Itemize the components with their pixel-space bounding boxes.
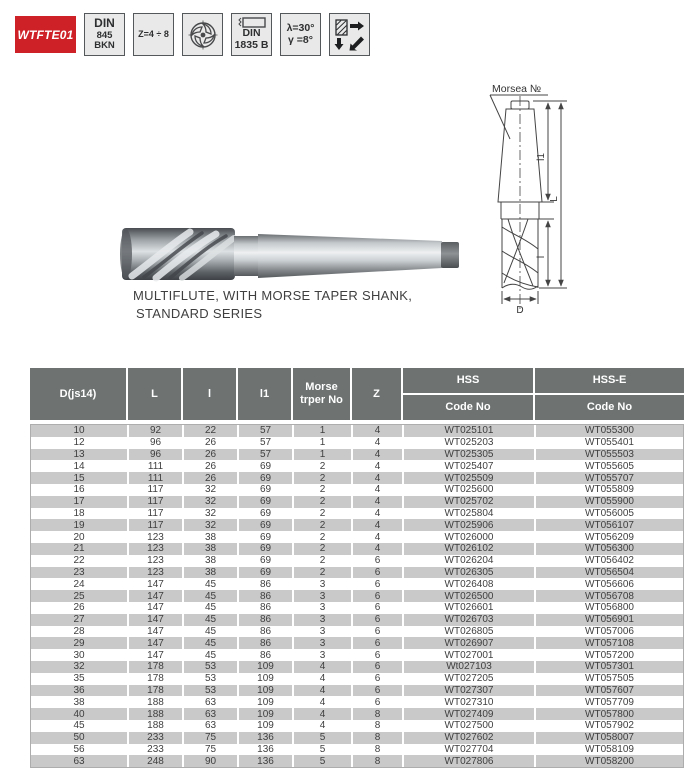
din-845-line2: 845 BKN [94, 29, 115, 52]
table-cell: 6 [353, 637, 404, 649]
table-row [31, 508, 683, 520]
table-cell: 50 [31, 732, 129, 744]
table-row [31, 708, 683, 720]
table-cell: 69 [239, 484, 294, 496]
table-cell: 26 [184, 460, 239, 472]
table-cell: WT027001 [404, 649, 536, 661]
table-cell: 4 [353, 437, 404, 449]
table-cell: 248 [129, 755, 184, 767]
product-code-badge: WTFTE01 [15, 16, 76, 53]
header-l: l [183, 368, 238, 420]
table-cell: 86 [239, 614, 294, 626]
table-cell: WT027500 [404, 720, 536, 732]
table-cell: WT057902 [585, 720, 634, 732]
table-cell: 26 [31, 602, 129, 614]
table-cell: 40 [31, 708, 129, 720]
table-row [31, 543, 683, 555]
table-cell: 45 [184, 626, 239, 638]
table-cell: WT026500 [404, 590, 536, 602]
table-cell: 3 [294, 578, 353, 590]
table-cell: WT055401 [585, 437, 634, 449]
table-header [30, 368, 684, 420]
table-cell: 69 [239, 519, 294, 531]
table-cell: 69 [239, 567, 294, 579]
table-cell: 17 [31, 496, 129, 508]
table-cell: 45 [184, 590, 239, 602]
table-cell: WT056708 [585, 590, 634, 602]
table-cell: 53 [184, 685, 239, 697]
table-cell: 30 [31, 649, 129, 661]
table-cell: 57 [239, 437, 294, 449]
table-row [31, 744, 683, 756]
caption-line2: STANDARD SERIES [136, 305, 263, 321]
table-cell: 147 [129, 578, 184, 590]
table-cell: WT055300 [585, 425, 634, 437]
table-cell: 38 [31, 696, 129, 708]
table-cell: Wt027103 [404, 661, 536, 673]
table-body [30, 424, 684, 768]
table-cell: 5 [294, 732, 353, 744]
table-cell: 8 [353, 755, 404, 767]
table-cell: WT026408 [404, 578, 536, 590]
table-cell: WT057800 [585, 708, 634, 720]
table-row [31, 755, 683, 767]
table-cell: 109 [239, 696, 294, 708]
end-mill-photo [110, 198, 460, 293]
table-cell: 147 [129, 590, 184, 602]
table-row [31, 437, 683, 449]
table-cell: 178 [129, 685, 184, 697]
header-z: Z [352, 368, 403, 420]
table-cell: 26 [184, 472, 239, 484]
table-row [31, 732, 683, 744]
table-cell: 22 [184, 425, 239, 437]
table-cell: WT026907 [404, 637, 536, 649]
table-cell: 188 [129, 696, 184, 708]
table-cell: 2 [294, 555, 353, 567]
table-cell: WT056005 [585, 507, 634, 519]
table-row [31, 531, 683, 543]
table-cell: 38 [184, 531, 239, 543]
table-cell: 8 [353, 732, 404, 744]
table-cell: 63 [184, 708, 239, 720]
table-cell: 45 [184, 578, 239, 590]
table-cell: 6 [353, 555, 404, 567]
table-cell: 45 [184, 602, 239, 614]
table-cell: 6 [353, 673, 404, 685]
din-845-line1: DIN [94, 16, 115, 31]
table-cell: 86 [239, 602, 294, 614]
table-cell: 57 [239, 449, 294, 461]
table-cell: 45 [31, 720, 129, 732]
table-cell: WT025509 [404, 472, 536, 484]
table-cell: 28 [31, 626, 129, 638]
table-cell: 86 [239, 626, 294, 638]
table-row [31, 626, 683, 638]
header-badges [15, 13, 370, 56]
table-cell: 86 [239, 649, 294, 661]
table-cell: WT056209 [585, 531, 634, 543]
din-1835-box [231, 13, 272, 56]
table-cell: 63 [184, 720, 239, 732]
table-cell: 86 [239, 590, 294, 602]
table-row [31, 602, 683, 614]
table-cell: WT056800 [585, 602, 634, 614]
table-cell: WT057607 [585, 684, 634, 696]
table-cell: 63 [184, 696, 239, 708]
table-cell: 32 [184, 519, 239, 531]
table-cell: 4 [353, 472, 404, 484]
dim-label-l: l [536, 255, 547, 259]
table-cell: 3 [294, 590, 353, 602]
table-cell: 111 [129, 472, 184, 484]
table-row [31, 460, 683, 472]
table-cell: 69 [239, 496, 294, 508]
table-cell: 2 [294, 567, 353, 579]
table-row [31, 661, 683, 673]
caption-line1: MULTIFLUTE, WITH MORSE TAPER SHANK, [133, 288, 413, 303]
table-cell: WT058109 [585, 743, 634, 755]
table-row [31, 555, 683, 567]
table-cell: 26 [184, 449, 239, 461]
table-cell: 32 [31, 661, 129, 673]
table-cell: 5 [294, 744, 353, 756]
table-cell: 4 [294, 720, 353, 732]
table-cell: 29 [31, 637, 129, 649]
table-cell: WT025906 [404, 519, 536, 531]
table-cell: 36 [31, 685, 129, 697]
table-cell: WT026805 [404, 626, 536, 638]
table-cell: 136 [239, 744, 294, 756]
table-cell: WT026305 [404, 567, 536, 579]
table-cell: 4 [294, 696, 353, 708]
table-cell: 1 [294, 425, 353, 437]
table-cell: 69 [239, 543, 294, 555]
table-cell: 12 [31, 437, 129, 449]
table-cell: 3 [294, 649, 353, 661]
table-cell: 19 [31, 519, 129, 531]
table-cell: 6 [353, 661, 404, 673]
table-cell: 23 [31, 567, 129, 579]
milling-directions-icon [334, 19, 366, 51]
table-cell: WT058200 [585, 755, 634, 767]
table-cell: 3 [294, 602, 353, 614]
table-cell: 26 [184, 437, 239, 449]
table-row [31, 472, 683, 484]
header-L: L [128, 368, 183, 420]
morse-number-callout: Morsea № [492, 83, 542, 95]
table-cell: WT026000 [404, 531, 536, 543]
table-cell: 38 [184, 567, 239, 579]
table-cell: WT057200 [585, 649, 634, 661]
table-cell: 147 [129, 649, 184, 661]
table-cell: 63 [31, 755, 129, 767]
dim-label-l1: l1 [536, 153, 547, 161]
table-row [31, 449, 683, 461]
table-row [31, 519, 683, 531]
table-cell: 96 [129, 449, 184, 461]
table-cell: 2 [294, 543, 353, 555]
table-cell: 117 [129, 496, 184, 508]
header-morse-taper-no: Morse trper No [293, 368, 352, 420]
table-cell: WT056300 [585, 543, 634, 555]
table-cell: 1 [294, 437, 353, 449]
table-cell: 21 [31, 543, 129, 555]
table-row [31, 425, 683, 437]
table-cell: 8 [353, 744, 404, 756]
table-cell: 32 [184, 484, 239, 496]
table-cell: 4 [353, 519, 404, 531]
rake-angle-label: γ =8° [288, 33, 313, 46]
table-cell: 178 [129, 661, 184, 673]
table-cell: 123 [129, 543, 184, 555]
table-cell: 38 [184, 543, 239, 555]
table-cell: 69 [239, 460, 294, 472]
table-cell: WT055900 [585, 496, 634, 508]
table-row [31, 685, 683, 697]
table-cell: 123 [129, 567, 184, 579]
table-cell: 14 [31, 460, 129, 472]
table-cell: 5 [294, 755, 353, 767]
table-cell: WT056606 [585, 578, 634, 590]
table-row [31, 590, 683, 602]
table-cell: 109 [239, 708, 294, 720]
table-cell: WT057301 [585, 661, 634, 673]
table-cell: 53 [184, 661, 239, 673]
table-cell: 136 [239, 732, 294, 744]
table-cell: 4 [294, 673, 353, 685]
table-cell: WT025804 [404, 508, 536, 520]
table-cell: 109 [239, 685, 294, 697]
table-cell: 6 [353, 567, 404, 579]
table-cell: WT057006 [585, 625, 634, 637]
helix-angle-label: λ=30° [286, 21, 315, 34]
table-cell: WT027310 [404, 696, 536, 708]
din-845-box [84, 13, 125, 56]
table-cell: 24 [31, 578, 129, 590]
table-cell: 6 [353, 696, 404, 708]
table-cell: 69 [239, 472, 294, 484]
table-cell: 75 [184, 732, 239, 744]
table-cell: 4 [353, 508, 404, 520]
table-cell: 4 [353, 531, 404, 543]
table-cell: 2 [294, 484, 353, 496]
table-cell: 2 [294, 496, 353, 508]
table-cell: 4 [294, 708, 353, 720]
table-cell: WT057108 [585, 637, 634, 649]
end-mill-cross-section-icon [188, 20, 218, 50]
table-cell: WT027704 [404, 744, 536, 756]
table-cell: WT027307 [404, 685, 536, 697]
flute-count-label: Z=4 ÷ 8 [138, 28, 169, 39]
table-cell: 2 [294, 472, 353, 484]
table-cell: 86 [239, 578, 294, 590]
table-cell: WT055503 [585, 448, 634, 460]
table-cell: 15 [31, 472, 129, 484]
table-cell: WT056402 [585, 555, 634, 567]
table-cell: 147 [129, 614, 184, 626]
spec-table [30, 368, 684, 768]
table-cell: 233 [129, 744, 184, 756]
table-cell: WT027602 [404, 732, 536, 744]
table-cell: 117 [129, 484, 184, 496]
table-row [31, 696, 683, 708]
table-cell: 6 [353, 578, 404, 590]
table-row [31, 720, 683, 732]
table-cell: 233 [129, 732, 184, 744]
table-cell: 117 [129, 519, 184, 531]
table-cell: 69 [239, 531, 294, 543]
table-cell: 6 [353, 602, 404, 614]
table-cell: WT056504 [585, 566, 634, 578]
table-cell: 4 [294, 685, 353, 697]
table-cell: 86 [239, 637, 294, 649]
table-row [31, 614, 683, 626]
table-cell: 45 [184, 637, 239, 649]
table-cell: 90 [184, 755, 239, 767]
table-cell: 16 [31, 484, 129, 496]
table-cell: 96 [129, 437, 184, 449]
table-cell: 123 [129, 531, 184, 543]
table-cell: WT026601 [404, 602, 536, 614]
table-cell: 4 [353, 543, 404, 555]
table-cell: 4 [353, 460, 404, 472]
directions-box [329, 13, 370, 56]
table-cell: 3 [294, 614, 353, 626]
table-cell: WT055707 [585, 472, 634, 484]
table-cell: 136 [239, 755, 294, 767]
table-cell: 45 [184, 649, 239, 661]
table-cell: 4 [353, 449, 404, 461]
table-cell: 4 [353, 425, 404, 437]
table-cell: 123 [129, 555, 184, 567]
table-cell: 4 [294, 661, 353, 673]
table-cell: WT057505 [585, 673, 634, 685]
table-row [31, 578, 683, 590]
table-cell: 22 [31, 555, 129, 567]
din-1835-line2: 1835 B [234, 39, 269, 51]
table-cell: 117 [129, 508, 184, 520]
table-cell: 20 [31, 531, 129, 543]
product-caption [133, 287, 412, 322]
table-cell: WT025702 [404, 496, 536, 508]
table-cell: 18 [31, 508, 129, 520]
table-cell: 92 [129, 425, 184, 437]
table-cell: WT027409 [404, 708, 536, 720]
table-cell: 3 [294, 626, 353, 638]
cutter-section-box [182, 13, 223, 56]
dim-label-L: L [549, 196, 560, 202]
table-cell: 69 [239, 555, 294, 567]
table-cell: WT058007 [585, 732, 634, 744]
table-cell: 56 [31, 744, 129, 756]
table-row [31, 673, 683, 685]
table-cell: 53 [184, 673, 239, 685]
table-cell: 188 [129, 720, 184, 732]
table-cell: 109 [239, 673, 294, 685]
table-cell: 6 [353, 685, 404, 697]
header-l1: l1 [238, 368, 293, 420]
flute-count-box [133, 13, 174, 56]
table-row [31, 649, 683, 661]
table-cell: WT025305 [404, 449, 536, 461]
table-cell: WT056107 [585, 519, 634, 531]
table-cell: 13 [31, 449, 129, 461]
table-cell: 188 [129, 708, 184, 720]
table-cell: WT026204 [404, 555, 536, 567]
dim-label-D: D [516, 305, 524, 316]
table-cell: WT027205 [404, 673, 536, 685]
table-cell: 57 [239, 425, 294, 437]
table-row [31, 484, 683, 496]
table-cell: 1 [294, 449, 353, 461]
table-cell: WT025600 [404, 484, 536, 496]
table-cell: 3 [294, 637, 353, 649]
angles-box [280, 13, 321, 56]
table-cell: 109 [239, 661, 294, 673]
table-cell: 178 [129, 673, 184, 685]
table-cell: 25 [31, 590, 129, 602]
table-cell: 6 [353, 590, 404, 602]
table-row [31, 567, 683, 579]
table-cell: 4 [353, 484, 404, 496]
table-cell: WT025203 [404, 437, 536, 449]
table-cell: 38 [184, 555, 239, 567]
table-cell: 147 [129, 602, 184, 614]
table-cell: WT055809 [585, 484, 634, 496]
table-cell: 32 [184, 496, 239, 508]
table-cell: 111 [129, 460, 184, 472]
table-row [31, 496, 683, 508]
table-cell: 4 [353, 496, 404, 508]
table-cell: WT027806 [404, 755, 536, 767]
table-cell: 75 [184, 744, 239, 756]
table-cell: WT056901 [585, 614, 634, 626]
table-cell: 6 [353, 626, 404, 638]
table-cell: 27 [31, 614, 129, 626]
table-cell: WT055605 [585, 460, 634, 472]
table-row [31, 637, 683, 649]
table-cell: 2 [294, 519, 353, 531]
din-1835-line1: DIN [242, 27, 261, 40]
table-cell: 6 [353, 614, 404, 626]
table-cell: 6 [353, 649, 404, 661]
morse-taper-end-mill-drawing [440, 75, 686, 365]
table-cell: 10 [31, 425, 129, 437]
table-cell: 2 [294, 531, 353, 543]
header-d: D(js14) [30, 368, 128, 420]
table-cell: WT057709 [585, 696, 634, 708]
table-cell: WT025407 [404, 460, 536, 472]
table-cell: WT026703 [404, 614, 536, 626]
table-cell: 8 [353, 720, 404, 732]
table-cell: 32 [184, 508, 239, 520]
table-cell: 35 [31, 673, 129, 685]
table-cell: 45 [184, 614, 239, 626]
header-hss: HSS Code No [403, 368, 535, 420]
table-cell: 147 [129, 637, 184, 649]
table-cell: 69 [239, 508, 294, 520]
table-cell: WT025101 [404, 425, 536, 437]
table-cell: 2 [294, 460, 353, 472]
table-cell: 147 [129, 626, 184, 638]
table-cell: 8 [353, 708, 404, 720]
table-cell: 109 [239, 720, 294, 732]
header-hss-e: HSS-E Code No [535, 368, 684, 420]
table-cell: 2 [294, 508, 353, 520]
table-cell: WT026102 [404, 543, 536, 555]
